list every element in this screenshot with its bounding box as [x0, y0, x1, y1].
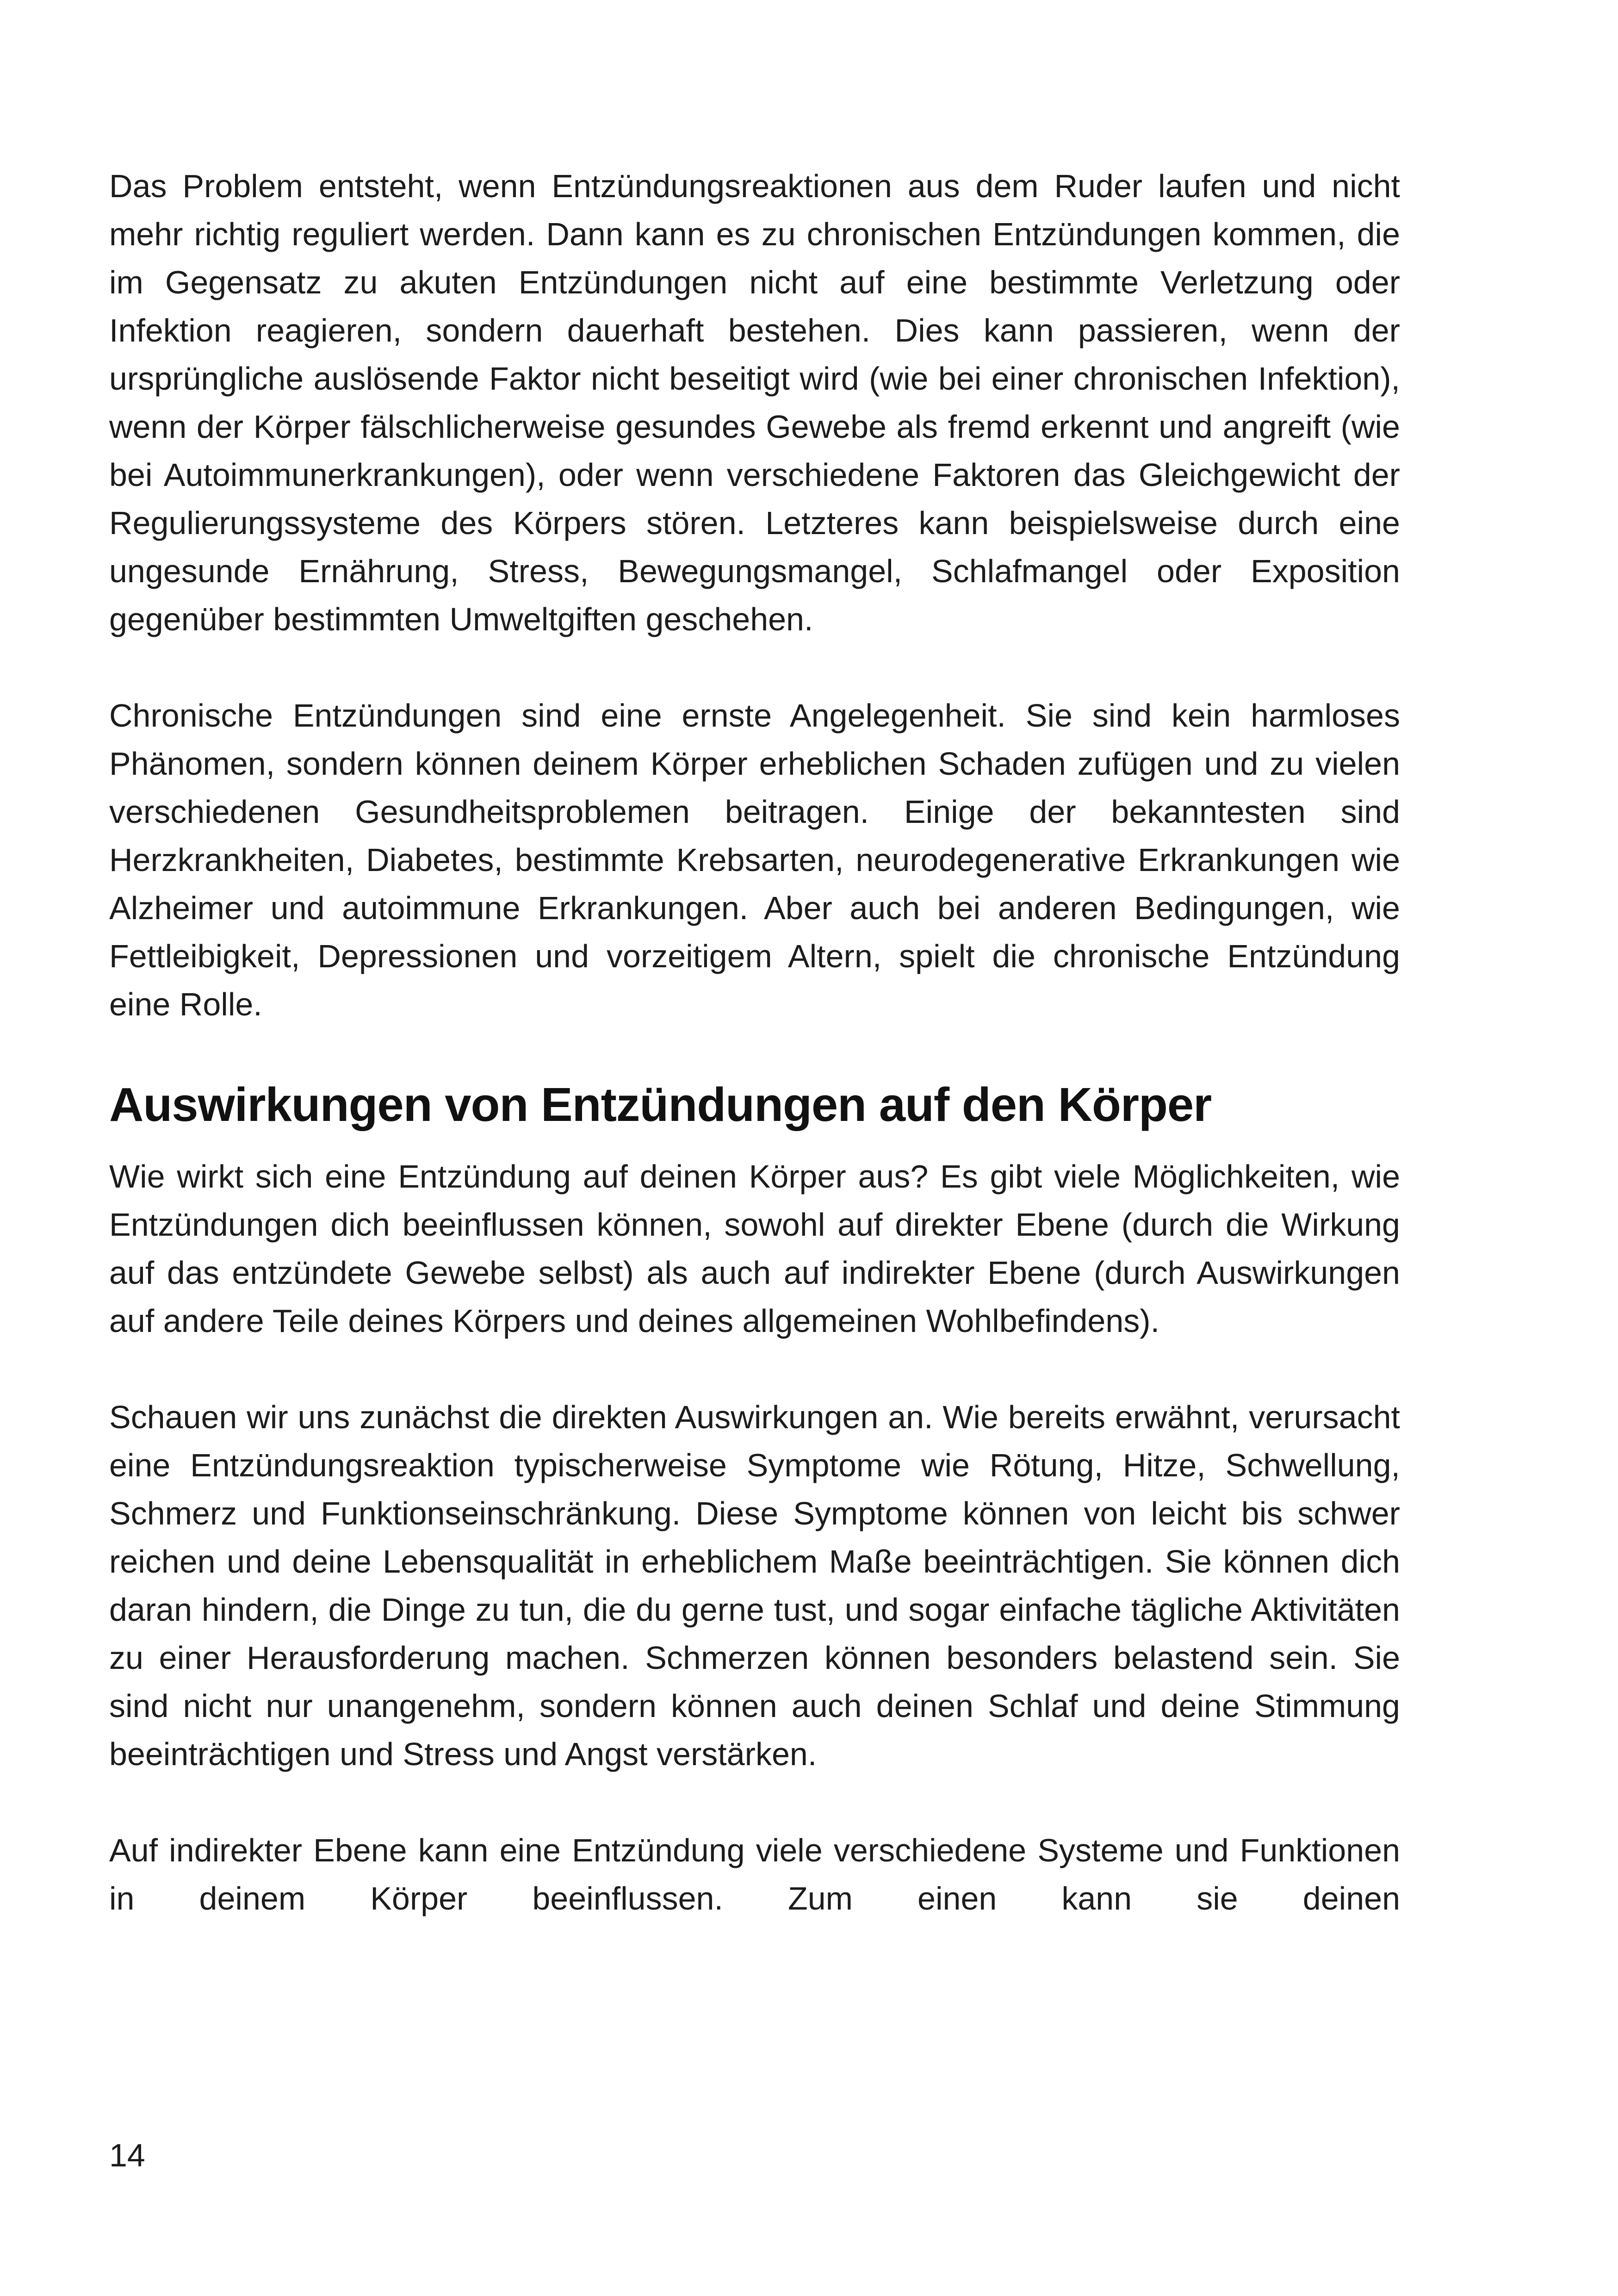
page-number: 14 — [109, 2137, 145, 2173]
body-paragraph: Schauen wir uns zunächst die direkten Auswirkungen an. Wie bereits erwähnt, verursacht eine Entzündungsreaktion typischerweise Symptome wie Rötung, Hitze, Schwellung, Schmerz und Funktionseinschränkung. Diese Symptome können von leicht bis schwer reichen und deine Lebensqualität in erheblichem Maße beeinträchtigen. Sie können dich daran hindern, die Dinge zu tun, die du gerne tust, und sogar einfache tägliche Aktivitäten zu einer Herausforderung machen. Schmerzen können besonders belastend sein. Sie sind nicht nur unangenehm, sondern können auch deinen Schlaf und deine Stimmung beeinträchtigen und Stress und Angst verstärken. — [109, 1399, 1400, 1772]
body-paragraph: Wie wirkt sich eine Entzündung auf deinen Körper aus? Es gibt viele Möglichkeiten, wie Entzündungen dich beeinflussen können, sowohl auf direkter Ebene (durch die Wirkung auf das entzündete Gewebe selbst) als auch auf indirekter Ebene (durch Auswirkungen auf andere Teile deines Körpers und deines allgemeinen Wohlbefindens). — [109, 1158, 1400, 1339]
body-paragraph: Chronische Entzündungen sind eine ernste Angelegenheit. Sie sind kein harmloses Phänomen, sondern können deinem Körper erheblichen Schaden zufügen und zu vielen verschiedenen Gesundheitsproblemen beitragen. Einige der bekanntesten sind Herzkrankheiten, Diabetes, bestimmte Krebsarten, neurodegenerative Erkrankungen wie Alzheimer und autoimmune Erkrankungen. Aber auch bei anderen Bedingungen, wie Fettleibigkeit, Depressionen und vorzeitigem Altern, spielt die chronische Entzündung eine Rolle. — [109, 697, 1400, 1022]
body-paragraph: Auf indirekter Ebene kann eine Entzündung viele verschiedene Systeme und Funktionen in deinem Körper beeinflussen. Zum einen kann sie deinen — [109, 1832, 1400, 1916]
body-paragraph: Das Problem entsteht, wenn Entzündungsreaktionen aus dem Ruder laufen und nicht mehr richtig reguliert werden. Dann kann es zu chronischen Entzündungen kommen, die im Gegensatz zu akuten Entzündungen nicht auf eine bestimmte Verletzung oder Infektion reagieren, sondern dauerhaft bestehen. Dies kann passieren, wenn der ursprüngliche auslösende Faktor nicht beseitigt wird (wie bei einer chronischen Infektion), wenn der Körper fälschlicherweise gesundes Gewebe als fremd erkennt und angreift (wie bei Autoimmunerkrankungen), oder wenn verschiedene Faktoren das Gleichgewicht der Regulierungssysteme des Körpers stören. Letzteres kann beispielsweise durch eine ungesunde Ernährung, Stress, Bewegungsmangel, Schlafmangel oder Exposition gegenüber bestimmten Umweltgiften geschehen. — [109, 168, 1400, 637]
page-content — [109, 162, 1400, 1923]
section-heading: Auswirkungen von Entzündungen auf den Körper — [109, 1078, 1212, 1131]
